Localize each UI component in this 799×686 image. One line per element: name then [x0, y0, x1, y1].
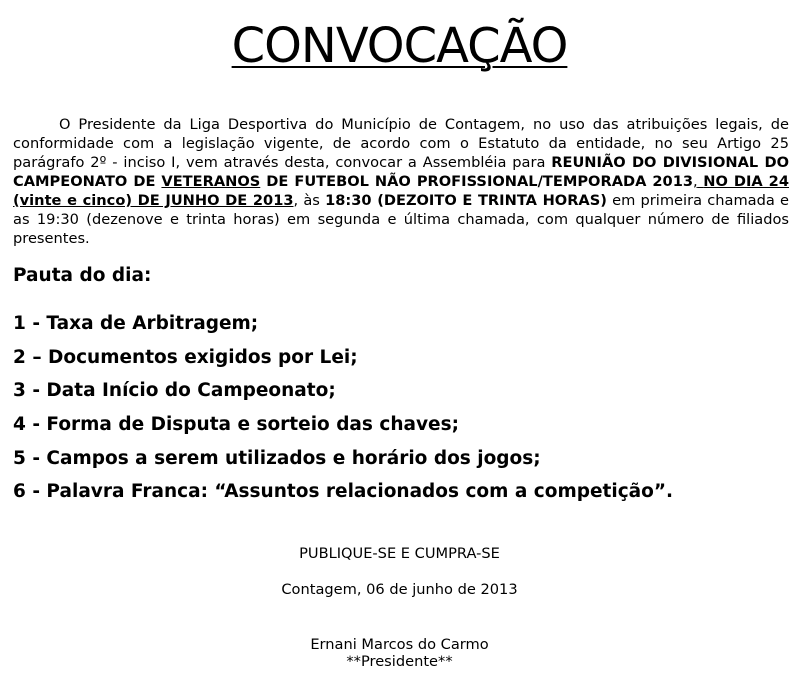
category-text: VETERANOS [161, 173, 261, 190]
document-title: CONVOCAÇÃO [231, 18, 568, 74]
agenda-item: 1 - Taxa de Arbitragem; [13, 313, 259, 334]
agenda-item: 5 - Campos a serem utilizados e horário dos jogos; [13, 447, 541, 469]
convocation-paragraph [13, 115, 789, 248]
agenda-list [13, 307, 673, 509]
meeting-time-text: 18:30 (DEZOITO E TRINTA HORAS) [325, 192, 607, 209]
after-date-text: , às [293, 192, 326, 209]
season-text: DE FUTEBOL NÃO PROFISSIONAL/TEMPORADA 2013 [260, 173, 694, 190]
agenda-item: 2 – Documentos exigidos por Lei; [13, 346, 358, 368]
comma-text: , [693, 173, 698, 190]
agenda-title: Pauta do dia: [13, 265, 152, 286]
agenda-item: 6 - Palavra Franca: “Assuntos relacionados com a competição”. [13, 481, 674, 503]
publish-notice: PUBLIQUE-SE E CUMPRA-SE [299, 545, 500, 562]
title-container [0, 18, 799, 74]
signer-role: **Presidente** [346, 653, 453, 670]
meeting-date-text: NO DIA 24 (vinte e cinco) DE JUNHO DE 2013 [13, 173, 789, 209]
agenda-item: 3 - Data Início do Campeonato; [13, 380, 336, 402]
agenda-item: 4 - Forma de Disputa e sorteio das chaves; [13, 414, 460, 436]
ending-text: em primeira chamada e as 19:30 (dezenove e trinta horas) em segunda e última chamada, com qualquer número de filiados presentes. [13, 192, 789, 247]
meeting-name-text: REUNIÃO DO DIVISIONAL DO CAMPEONATO DE [13, 154, 789, 190]
signer-name: Ernani Marcos do Carmo [310, 636, 489, 653]
place-date: Contagem, 06 de junho de 2013 [281, 581, 518, 598]
intro-text: O Presidente da Liga Desportiva do Município de Contagem, no uso das atribuições legais, de conformidade com a legislação vigente, de acordo com o Estatuto da entidade, no seu Artigo 25 parágrafo 2º - inciso I, vem através desta, convocar a Assembléia para [13, 116, 789, 171]
